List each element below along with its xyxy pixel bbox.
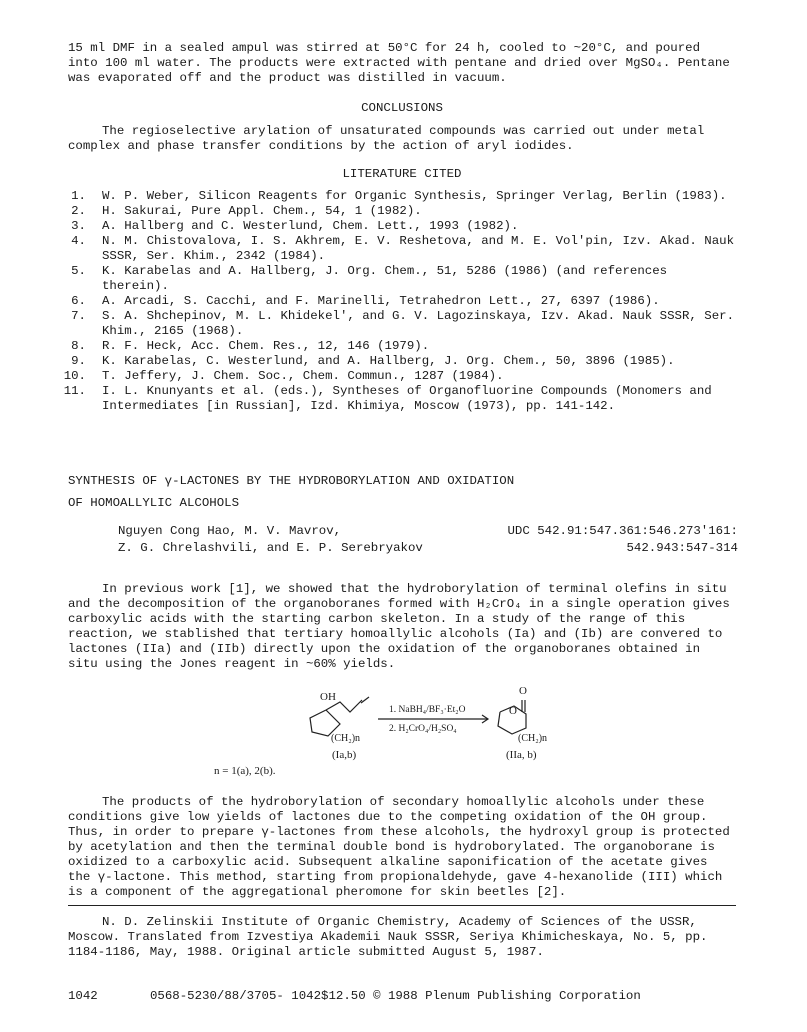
reference-number: 11.: [63, 384, 86, 398]
reactant-ring-size: (CH₂)n: [331, 733, 361, 744]
product-ring-size: (CH₂)n: [518, 733, 548, 744]
reference-number: 10.: [63, 369, 86, 383]
udc-code: [500, 524, 738, 556]
conclusions-text: The regioselective arylation of unsaturated compounds was carried out under metal complex and phase transfer conditions by the action of aryl iodides.: [68, 124, 705, 153]
reference-item: [60, 189, 740, 204]
reference-text: R. F. Heck, Acc. Chem. Res., 12, 146 (1979).: [102, 339, 430, 353]
intro-paragraph: In previous work [1], we showed that the hydroborylation of terminal olefins in situ and the decomposition of the organoboranes formed with H₂CrO₄ in a single operation gives carboxylic acids with the starting carbon skeleton. In a study of the range of this reaction, we stablished that tertiary homoallylic alcohols (Ia) and (Ib) are convered to lactones (IIa) and (IIb) directly upon the oxidation of the organoboranes obtained in situ using the Jones reagent in ~60% yields.: [68, 582, 730, 671]
reference-number: 1.: [71, 189, 86, 203]
reference-item: [60, 219, 740, 234]
authors-line-1: Nguyen Cong Hao, M. V. Mavrov,: [118, 524, 342, 538]
reference-item: [60, 339, 740, 354]
second-paragraph: The products of the hydroborylation of secondary homoallylic alcohols under these conditions give low yields of lactones due to the competing oxidation of the OH group. Thus, in order to prepare γ-lactones from these alcohols, the hydroxyl group is protected by acetylation and then the terminal double bond is hydroborylated. The organoborane is oxidized to a carboxylic acid. Subsequent alkaline saponification of the acetate gives the γ-lactone. This method, starting from propionaldehyde, gave 4-hexanolide (III) which is a component of the aggregational pheromone for skin beetles [2].: [68, 795, 730, 899]
product-label: (IIa, b): [506, 749, 537, 761]
reference-item: [60, 354, 740, 369]
reference-text: T. Jeffery, J. Chem. Soc., Chem. Commun., 1287 (1984).: [102, 369, 504, 383]
reference-text: H. Sakurai, Pure Appl. Chem., 54, 1 (1982).: [102, 204, 422, 218]
article-title-line-2: OF HOMOALLYLIC ALCOHOLS: [68, 496, 240, 510]
udc-line-1: UDC 542.91:547.361:546.273'161:: [507, 524, 738, 538]
reference-item: [60, 309, 740, 339]
reference-text: A. Hallberg and C. Westerlund, Chem. Lett., 1993 (1982).: [102, 219, 519, 233]
reference-number: 7.: [71, 309, 86, 323]
reference-number: 8.: [71, 339, 86, 353]
copyright-line: 0568-5230/88/3705- 1042$12.50 © 1988 Plenum Publishing Corporation: [150, 989, 641, 1003]
reference-number: 6.: [71, 294, 86, 308]
udc-line-2: 542.943:547-314: [626, 541, 738, 555]
page-number: 1042: [68, 989, 98, 1003]
reference-list: [60, 189, 740, 414]
authors-line-2: Z. G. Chrelashvili, and E. P. Serebryakov: [118, 541, 423, 555]
reagent-step-1: 1. NaBH₄/BF₃·Et₂O: [389, 705, 466, 715]
reference-text: I. L. Knunyants et al. (eds.), Syntheses of Organofluorine Compounds (Monomers and Intermediates [in Russian], Izd. Khimiya, Moscow (1973), pp. 141-142.: [102, 384, 712, 413]
reagent-step-2: 2. H₂CrO₄/H₂SO₄: [389, 724, 457, 734]
reference-item: [60, 234, 740, 264]
carbonyl-oxygen: O: [519, 685, 527, 697]
reference-item: [60, 264, 740, 294]
literature-heading: LITERATURE CITED: [342, 167, 462, 181]
n-definition: n = 1(a), 2(b).: [214, 765, 276, 777]
ring-oxygen: O: [509, 705, 517, 717]
reference-number: 2.: [71, 204, 86, 218]
reference-item: [60, 204, 740, 219]
double-bond: [361, 697, 369, 703]
reference-text: S. A. Shchepinov, M. L. Khidekel', and G. V. Lagozinskaya, Izv. Akad. Nauk SSSR, Ser. Khim., 2165 (1968).: [102, 309, 735, 338]
reference-number: 5.: [71, 264, 86, 278]
reference-text: N. M. Chistovalova, I. S. Akhrem, E. V. Reshetova, and M. E. Vol'pin, Izv. Akad. Nauk SSSR, Ser. Khim., 2342 (1984).: [102, 234, 735, 263]
reference-text: W. P. Weber, Silicon Reagents for Organic Synthesis, Springer Verlag, Berlin (1983).: [102, 189, 727, 203]
reference-item: [60, 384, 740, 414]
oh-label: OH: [320, 691, 336, 703]
reference-number: 3.: [71, 219, 86, 233]
authors: [118, 524, 423, 556]
reference-text: K. Karabelas, C. Westerlund, and A. Hallberg, J. Org. Chem., 50, 3896 (1985).: [102, 354, 675, 368]
reference-number: 4.: [71, 234, 86, 248]
footnote-divider: [68, 905, 736, 906]
reference-text: K. Karabelas and A. Hallberg, J. Org. Chem., 51, 5286 (1986) (and references therein).: [102, 264, 668, 293]
article-title-line-1: SYNTHESIS OF γ-LACTONES BY THE HYDROBORYLATION AND OXIDATION: [68, 474, 515, 488]
reference-number: 9.: [71, 354, 86, 368]
top-paragraph: 15 ml DMF in a sealed ampul was stirred at 50°C for 24 h, cooled to ~20°C, and poured into 100 ml water. The products were extracted with pentane and dried over MgSO₄. Pentane was evaporated off and the product was distilled in vacuum.: [68, 41, 730, 85]
conclusions-heading: CONCLUSIONS: [361, 101, 443, 115]
reference-item: [60, 369, 740, 384]
reference-text: A. Arcadi, S. Cacchi, and F. Marinelli, Tetrahedron Lett., 27, 6397 (1986).: [102, 294, 660, 308]
reactant-label: (Ia,b): [332, 749, 357, 761]
affiliation-note: N. D. Zelinskii Institute of Organic Chemistry, Academy of Sciences of the USSR, Moscow. Translated from Izvestiya Akademii Nauk SSSR, Seriya Khimicheskaya, No. 5, pp. 1184-1186, May, 1988. Original article submitted August 5, 1987.: [68, 915, 708, 959]
reaction-scheme: [200, 684, 580, 776]
reference-item: [60, 294, 740, 309]
